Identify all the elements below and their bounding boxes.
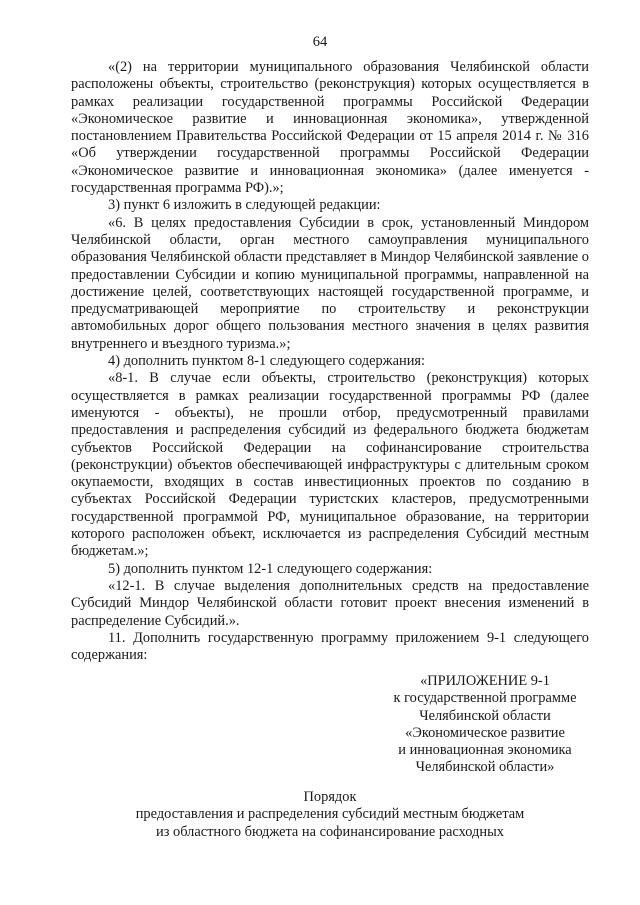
paragraph-point-11: 11. Дополнить государственную программу приложением 9-1 следующего содержания: — [71, 629, 589, 664]
appendix-line: «Экономическое развитие — [405, 724, 565, 741]
appendix-line: к государственной программе — [393, 690, 577, 707]
order-title-line: из областного бюджета на софинансирование расходных — [156, 823, 504, 840]
page-number: 64 — [312, 34, 328, 50]
order-title-heading: Порядок — [303, 789, 357, 805]
appendix-line: Челябинской области — [419, 707, 551, 724]
paragraph-item-6: «6. В целях предоставления Субсидии в срок, установленный Миндором Челябинской области, орган местного самоуправления муниципального образования Челябинской области представляет в Миндор Челябинской заявление о предоставлении Субсидии и копию муниципальной программы, направленной на достижение целей, соответствующих настоящей государственной программе, и предусматривающей мероприятие по строительству и реконструкции автомобильных дорог общего пользования местного значения в целях развития внутреннего и въездного туризма.»; — [71, 214, 589, 352]
order-title — [60, 789, 600, 841]
appendix-line: Челябинской области» — [415, 759, 555, 776]
order-title-line: предоставления и распределения субсидий местным бюджетам — [135, 806, 525, 823]
paragraph-item-12-1: «12-1. В случае выделения дополнительных средств на предоставление Субсидий Миндор Челябинской области готовит проект внесения изменений в распределение Субсидий.». — [71, 577, 589, 629]
paragraph-item-2-territory: «(2) на территории муниципального образования Челябинской области расположены объекты, строительство (реконструкция) которых осуществляется в рамках реализации государственной программы Российской Федерации «Экономическое развитие и инновационная экономика», утвержденной постановлением Правительства Российской Федерации от 15 апреля 2014 г. № 316 «Об утверждении государственной программы Российской Федерации «Экономическое развитие и инновационная экономика» (далее именуется - государственная программа РФ).»; — [71, 59, 589, 197]
body-text — [71, 59, 589, 664]
appendix-line: и инновационная экономика — [398, 742, 572, 759]
paragraph-point-3: 3) пункт 6 изложить в следующей редакции: — [108, 197, 381, 214]
paragraph-point-4: 4) дополнить пунктом 8-1 следующего содержания: — [108, 353, 426, 370]
paragraph-point-5: 5) дополнить пунктом 12-1 следующего содержания: — [108, 560, 433, 577]
appendix-header — [340, 673, 630, 777]
appendix-line: «ПРИЛОЖЕНИЕ 9-1 — [420, 673, 550, 689]
paragraph-item-8-1: «8-1. В случае если объекты, строительство (реконструкция) которых осуществляется в рамках реализации государственной программы РФ (далее именуются - объекты), не прошли отбор, предусмотренный правилами предоставления и распределения субсидий из федерального бюджета бюджетам субъектов Российской Федерации на софинансирование строительства (реконструкции) объектов обеспечивающей инфраструктуры с длительным сроком окупаемости, входящих в состав инвестиционных проектов по созданию в субъектах Российской Федерации туристских кластеров, предусмотренными государственной программой РФ, муниципальное образование, на территории которого расположен объект, исключается из распределения Субсидий местным бюджетам.»; — [71, 370, 589, 560]
